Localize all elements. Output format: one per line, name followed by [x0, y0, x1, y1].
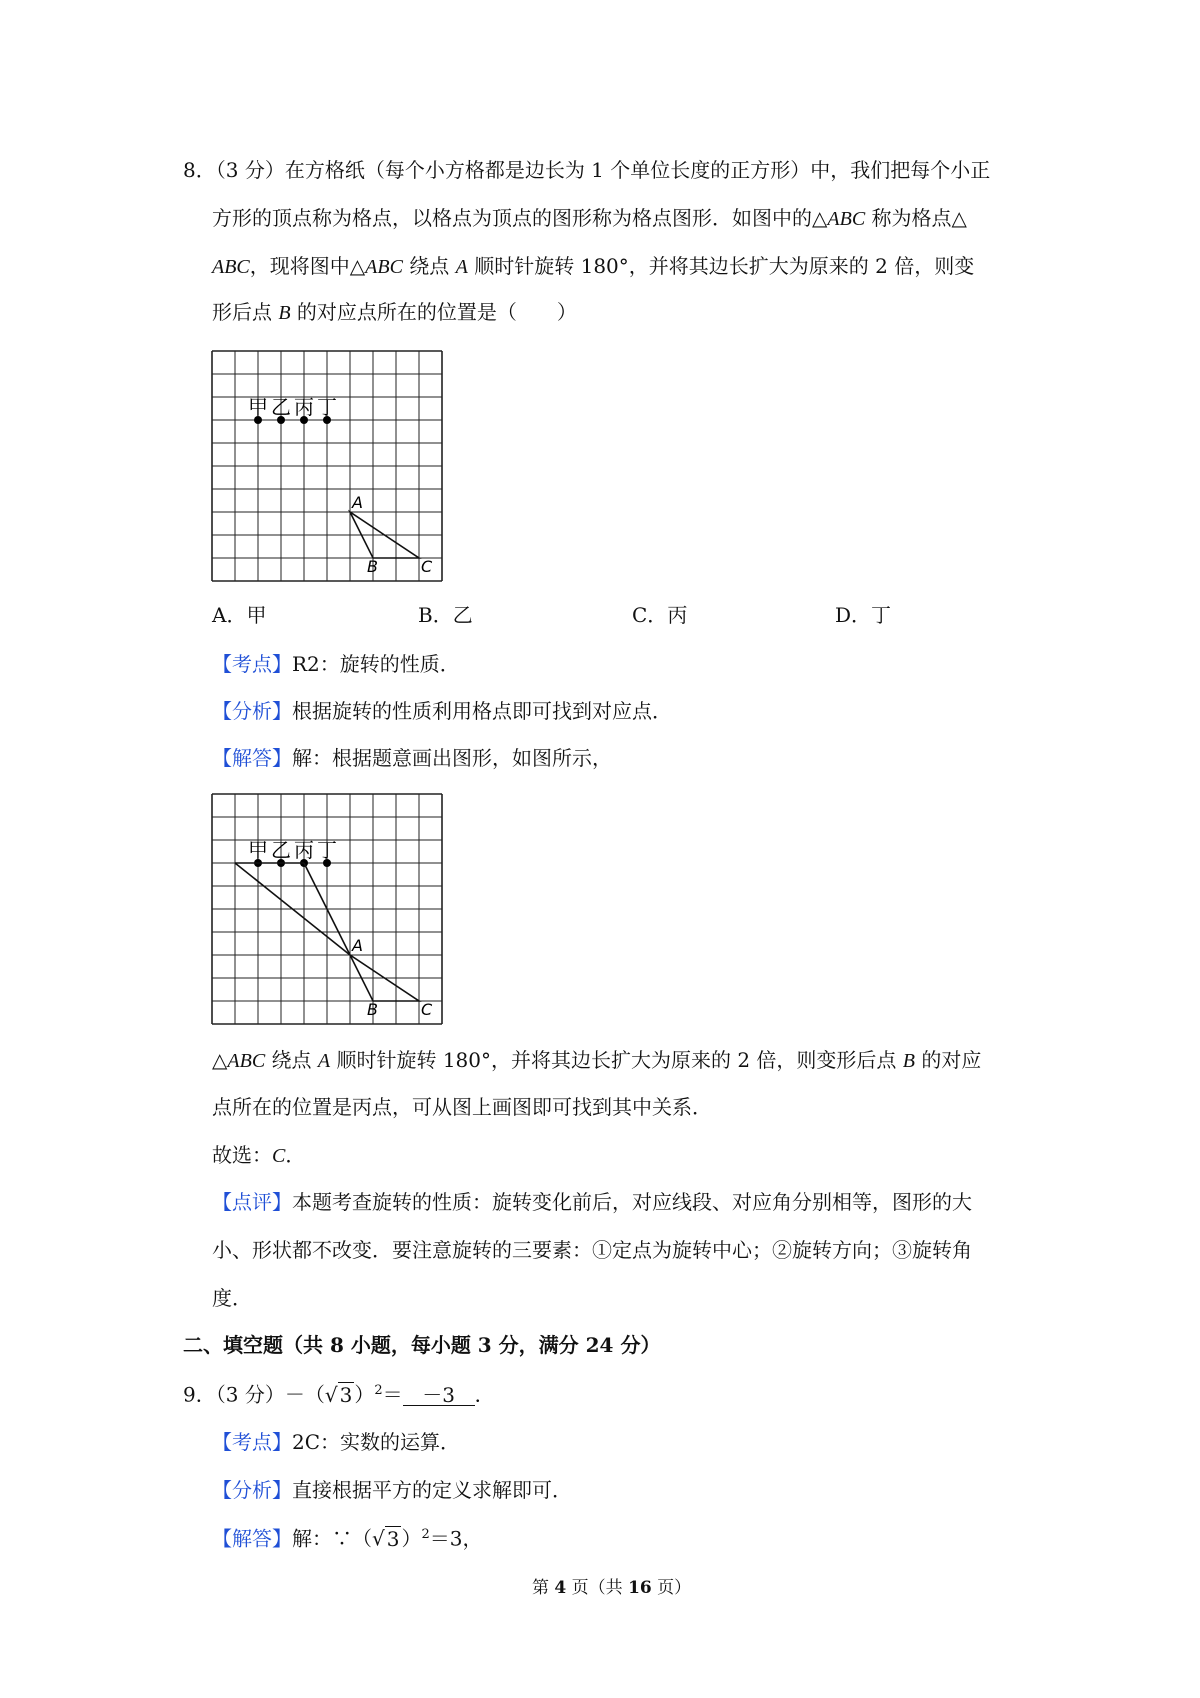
point-label-4: 丁 — [317, 395, 337, 419]
label-b: B — [367, 557, 378, 576]
point-label-1: 甲 — [248, 395, 268, 419]
question-number: 8． — [183, 158, 216, 182]
tag-bracket: 【 — [212, 1478, 232, 1502]
expl-text: 绕点 — [265, 1048, 318, 1072]
stem-math: B — [278, 302, 291, 324]
expl-math: A — [317, 1050, 331, 1072]
option-key: B． — [418, 603, 453, 627]
tag-label: 解答 — [232, 1526, 272, 1551]
tag-content: ） — [401, 1526, 422, 1551]
tag-bracket: 】 — [272, 699, 292, 723]
point-label-2: 乙 — [271, 838, 291, 862]
tag-content: 解：∵（ — [292, 1526, 372, 1551]
q9-kaodian-row — [212, 1432, 460, 1452]
q9-jieda-row — [212, 1528, 483, 1549]
answer-blank: 的对应点所在的位置是（ ） — [290, 300, 577, 324]
kaodian-row — [212, 654, 460, 674]
option-text: 乙 — [452, 603, 473, 627]
page-footer — [532, 1580, 691, 1597]
q8-line4 — [212, 302, 577, 323]
option-text: 丁 — [871, 603, 892, 627]
tag-bracket: 】 — [272, 652, 292, 676]
tag-bracket: 】 — [272, 746, 292, 770]
choice-letter: C — [272, 1145, 286, 1167]
option-text: 甲 — [246, 603, 267, 627]
point-label-2: 乙 — [271, 395, 291, 419]
tag-label: 分析 — [232, 1478, 272, 1502]
stem-text: 形后点 — [212, 300, 279, 324]
section-header: 二、填空题（共 8 小题，每小题 3 分，满分 24 分） — [183, 1333, 661, 1357]
jieda-row — [212, 748, 612, 768]
option-key: C． — [632, 603, 668, 627]
q8-line1 — [183, 160, 990, 180]
dianping-line2: 小、形状都不改变．要注意旋转的三要素：①定点为旋转中心；②旋转方向；③旋转角 — [212, 1238, 972, 1262]
stem-text: ，现将图中△ — [249, 254, 366, 278]
explanation-line1 — [212, 1050, 981, 1071]
stem-math: A — [455, 256, 468, 278]
expl-math: ABC — [227, 1050, 266, 1072]
exponent: 2 — [421, 1527, 430, 1542]
grid-figure-1 — [210, 349, 444, 583]
stem-math: ABC — [212, 256, 250, 278]
tag-bracket: 【 — [212, 652, 232, 676]
tag-content: 解：根据题意画出图形，如图所示， — [292, 746, 612, 770]
grid-figure-2 — [210, 792, 444, 1026]
q9-line — [183, 1384, 495, 1406]
expr-text: －（ — [284, 1382, 325, 1407]
page-number: 4 — [554, 1578, 567, 1598]
tag-bracket: 】 — [272, 1526, 292, 1551]
point-label-1: 甲 — [248, 838, 268, 862]
radicand: 3 — [339, 1382, 353, 1407]
score-tag: （3 分） — [215, 158, 285, 182]
option-text: 丙 — [667, 603, 688, 627]
tag-bracket: 【 — [212, 1190, 232, 1214]
option-b — [418, 605, 473, 625]
tag-content: 本题考查旋转的性质：旋转变化前后，对应线段、对应角分别相等，图形的大 — [292, 1190, 972, 1214]
label-c: C — [421, 1000, 433, 1019]
footer-text: 页（共 — [566, 1578, 629, 1598]
equals: ＝ — [382, 1382, 403, 1407]
expl-text: △ — [212, 1048, 228, 1072]
stem-math: ABC — [365, 256, 403, 278]
radicand: 3 — [386, 1526, 400, 1551]
tag-bracket: 【 — [212, 1430, 232, 1454]
expl-text: 的对应 — [915, 1048, 982, 1072]
stem-text: 在方格纸（每个小方格都是边长为 1 个单位长度的正方形）中，我们把每个小正 — [284, 158, 991, 182]
footer-text: 第 — [532, 1578, 555, 1598]
stem-text: 顺时针旋转 180°，并将其边长扩大为原来的 2 倍，则变 — [467, 254, 975, 278]
choice-label: 故选： — [212, 1143, 272, 1167]
option-d — [835, 605, 891, 625]
page-total: 16 — [628, 1578, 652, 1598]
explanation-line2: 点所在的位置是丙点，可从图上画图即可找到其中关系． — [212, 1095, 712, 1119]
sqrt-symbol: √ 3 — [324, 1382, 353, 1407]
tag-bracket: 】 — [272, 1478, 292, 1502]
score-tag: （3 分） — [215, 1382, 285, 1407]
label-b: B — [367, 1000, 378, 1019]
option-c — [632, 605, 687, 625]
choice-end: ． — [285, 1143, 306, 1167]
stem-text: 绕点 — [402, 254, 456, 278]
exponent: 2 — [374, 1383, 383, 1398]
q8-line2 — [212, 208, 967, 229]
tag-bracket: 【 — [212, 1526, 232, 1551]
tag-bracket: 】 — [272, 1190, 292, 1214]
tag-content: 2C：实数的运算． — [292, 1430, 461, 1454]
option-key: A． — [212, 603, 247, 627]
stem-text: 方形的顶点称为格点，以格点为顶点的图形称为格点图形．如图中的△ — [212, 206, 828, 230]
tag-label: 考点 — [232, 652, 272, 676]
point-label-4: 丁 — [317, 838, 337, 862]
tag-bracket: 【 — [212, 746, 232, 770]
tag-label: 考点 — [232, 1430, 272, 1454]
q9-fenxi-row — [212, 1480, 572, 1500]
tag-content: 根据旋转的性质利用格点即可找到对应点． — [292, 699, 672, 723]
option-key: D． — [835, 603, 872, 627]
tag-content: ＝3， — [429, 1526, 483, 1551]
tag-label: 点评 — [232, 1190, 272, 1214]
option-a — [212, 605, 266, 625]
sqrt-symbol: √ 3 — [372, 1526, 400, 1551]
answer-fill: －3 — [403, 1385, 475, 1406]
expr-end: ． — [474, 1382, 495, 1407]
tag-content: R2：旋转的性质． — [292, 652, 460, 676]
stem-text: 称为格点△ — [865, 206, 967, 230]
expl-text: 顺时针旋转 180°，并将其边长扩大为原来的 2 倍，则变形后点 — [330, 1048, 903, 1072]
expr-text: ） — [354, 1382, 375, 1407]
dianping-line3: 度． — [212, 1286, 252, 1310]
tag-bracket: 】 — [272, 1430, 292, 1454]
fenxi-row — [212, 701, 672, 721]
tag-label: 分析 — [232, 699, 272, 723]
footer-text: 页） — [651, 1578, 692, 1598]
dianping-line1 — [212, 1192, 972, 1212]
label-c: C — [421, 557, 433, 576]
final-choice — [212, 1145, 305, 1166]
expl-math: B — [902, 1050, 916, 1072]
point-label-3: 丙 — [294, 395, 314, 419]
tag-content: 直接根据平方的定义求解即可． — [292, 1478, 572, 1502]
stem-math: ABC — [827, 208, 866, 230]
tag-bracket: 【 — [212, 699, 232, 723]
q8-line3 — [212, 256, 974, 277]
label-a: A — [352, 493, 363, 512]
point-label-3: 丙 — [294, 838, 314, 862]
tag-label: 解答 — [232, 746, 272, 770]
question-number: 9． — [183, 1382, 216, 1407]
label-a: A — [352, 936, 363, 955]
grid-lines — [212, 351, 442, 581]
